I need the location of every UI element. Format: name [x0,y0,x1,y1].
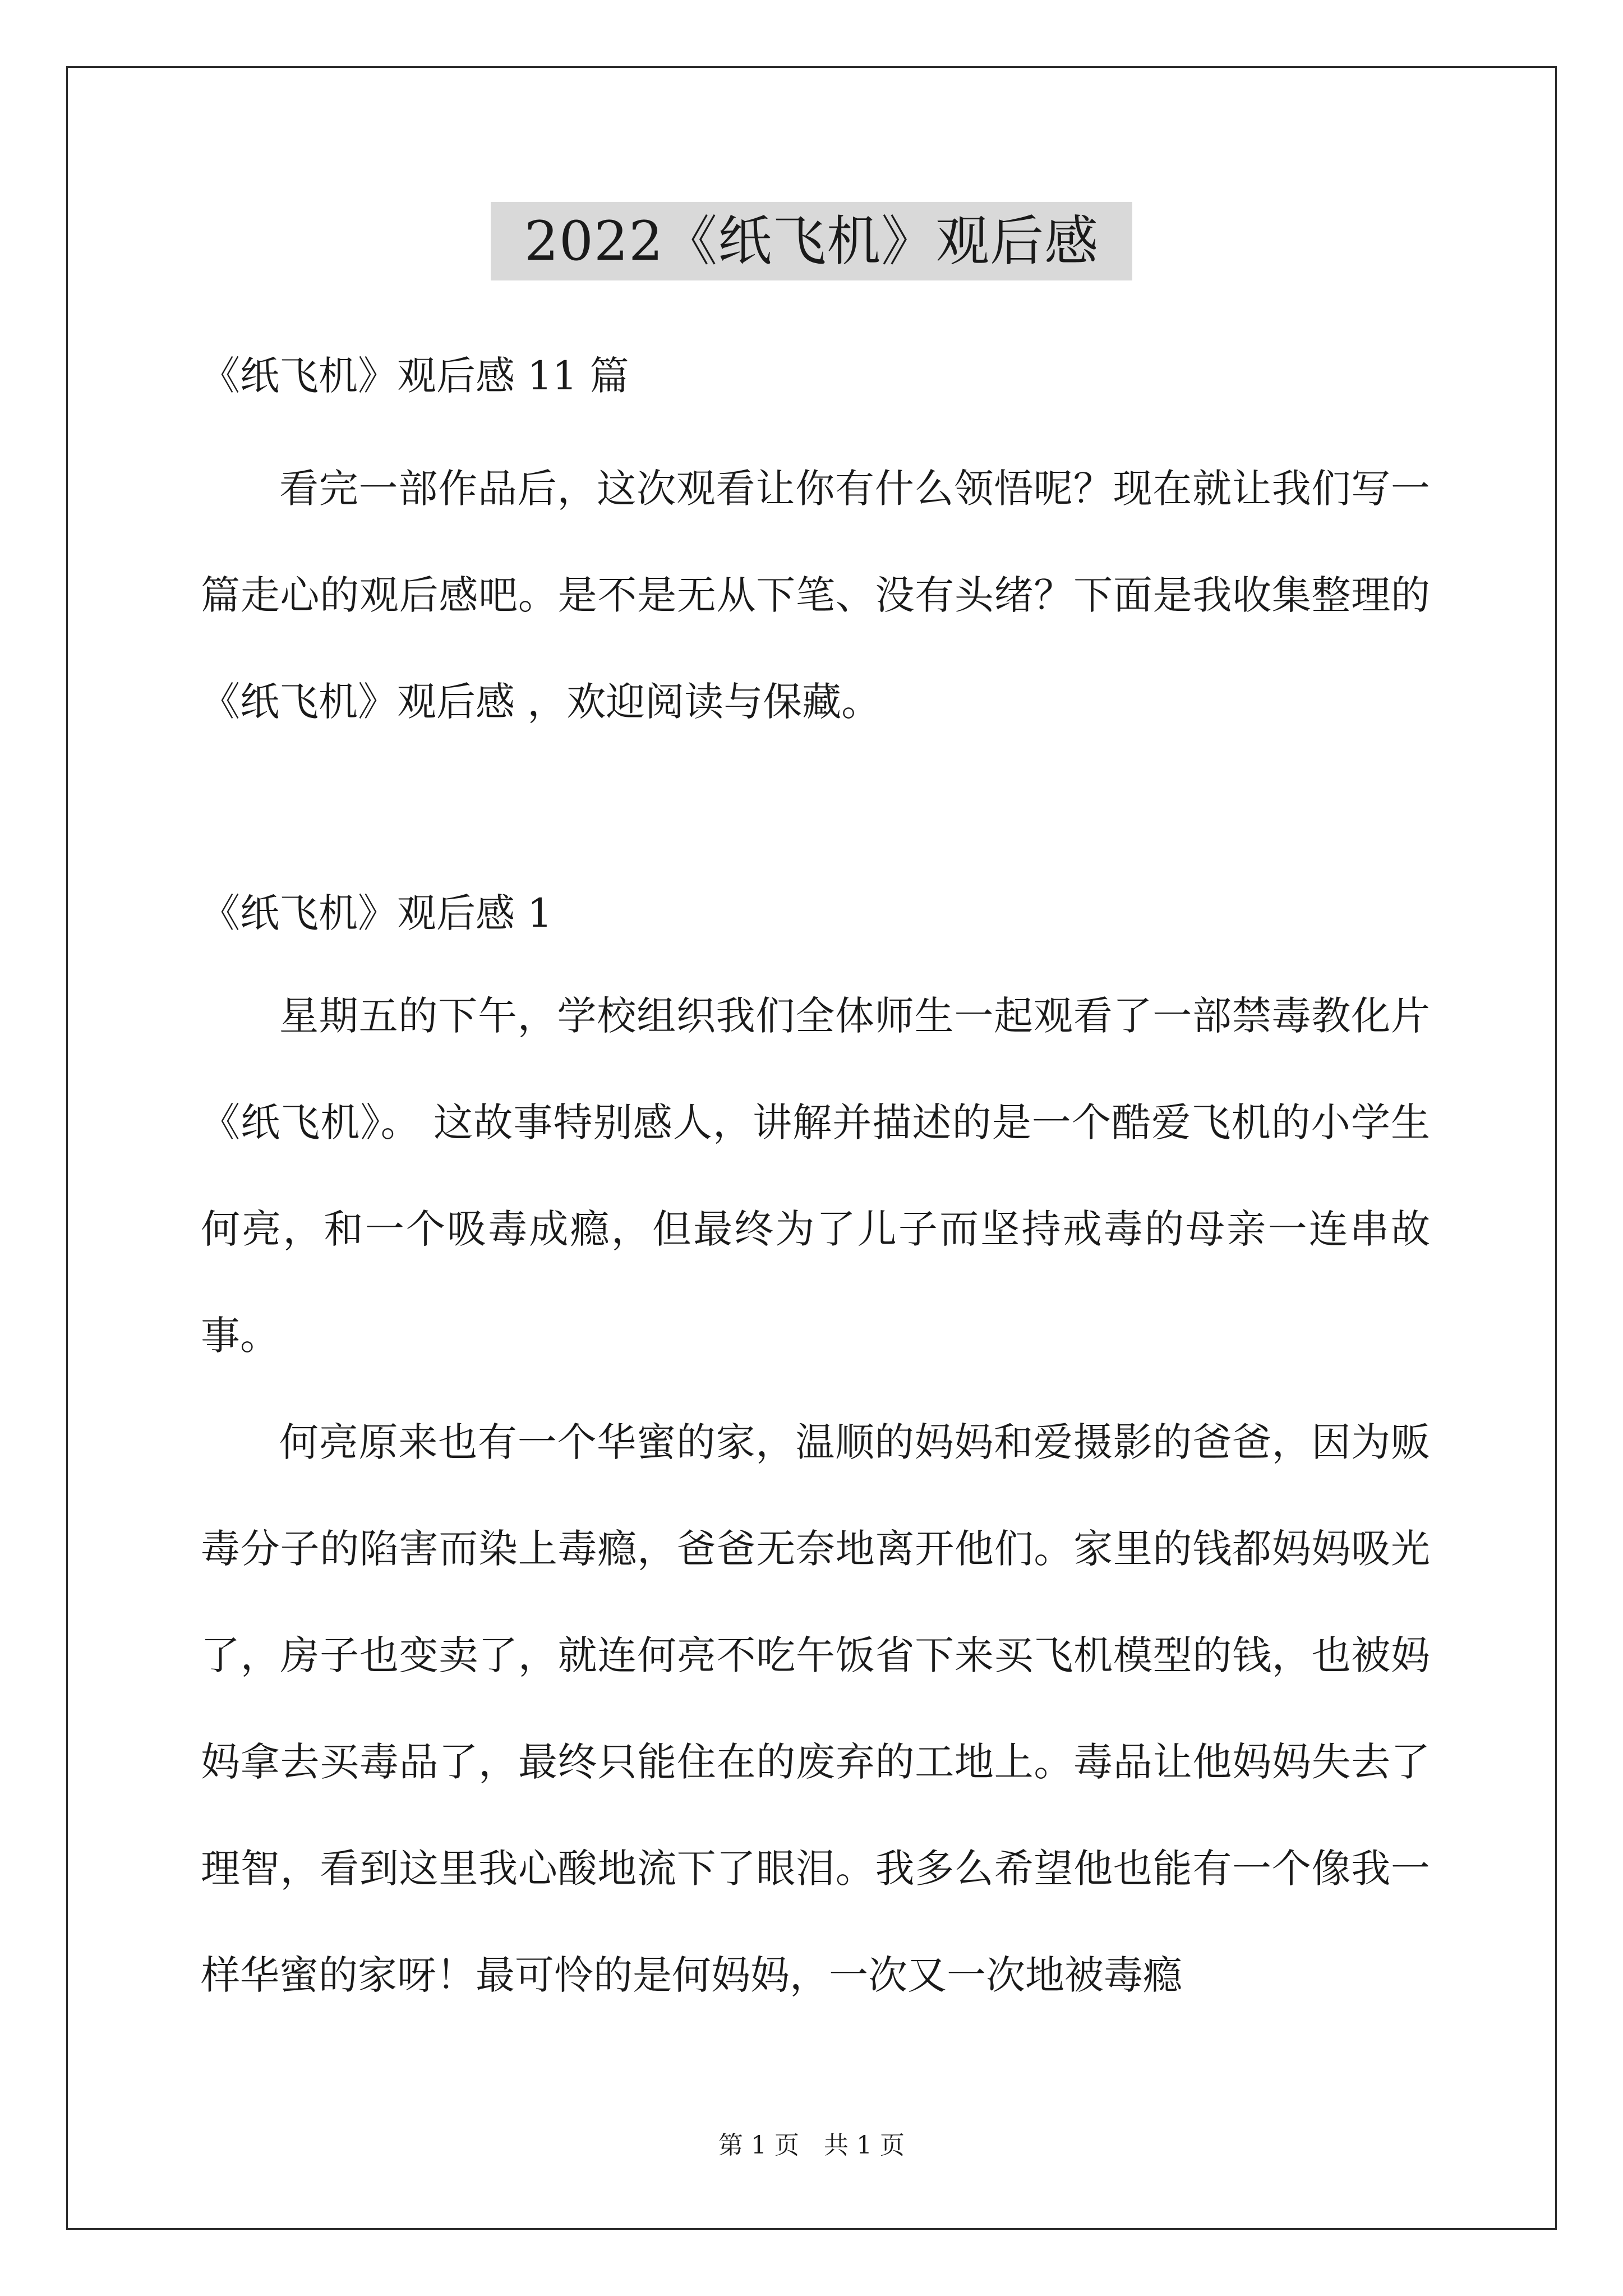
document-subtitle: 《纸飞机》观后感 11 篇 [201,353,629,399]
section-heading-1: 《纸飞机》观后感 1 [201,890,552,936]
title-container [0,202,1623,280]
document-title: 2022《纸飞机》观后感 [491,202,1132,280]
page-number: 第 1 页 共 1 页 [718,2131,905,2160]
section1-paragraph-1: 星期五的下午，学校组织我们全体师生一起观看了一部禁毒教化片《纸飞机》。 这故事特别感人，讲解并描述的是一个酷爱飞机的小学生何亮，和一个吸毒成瘾，但最终为了儿子而坚持戒毒的母亲一连串故事。 [201,993,1430,1359]
section1-paragraph-2: 何亮原来也有一个华蜜的家，温顺的妈妈和爱摄影的爸爸，因为贩毒分子的陷害而染上毒瘾，爸爸无奈地离开他们。家里的钱都妈妈吸光了，房子也变卖了，就连何亮不吃午饭省下来买飞机模型的钱，也被妈妈拿去买毒品了，最终只能住在的废弃的工地上。毒品让他妈妈失去了理智，看到这里我心酸地流下了眼泪。我多么希望他也能有一个像我一样华蜜的家呀！最可怜的是何妈妈，一次又一次地被毒瘾 [201,1419,1430,1998]
intro-paragraph: 看完一部作品后，这次观看让你有什么领悟呢？现在就让我们写一篇走心的观后感吧。是不是无从下笔、没有头绪？下面是我收集整理的《纸飞机》观后感 ，欢迎阅读与保藏。 [201,466,1430,725]
